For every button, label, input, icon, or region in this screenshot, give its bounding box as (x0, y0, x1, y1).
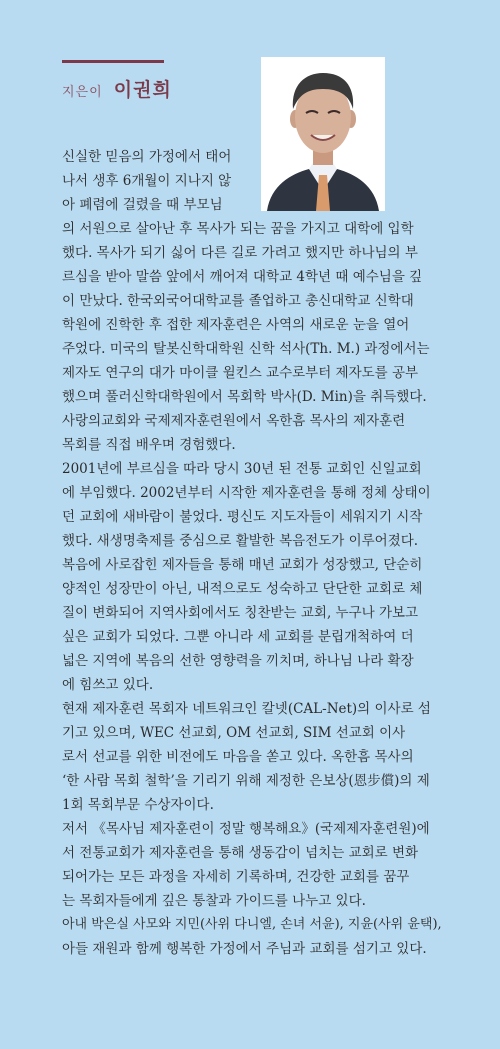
bio-line: 학원에 진학한 후 접한 제자훈련은 사역의 새로운 눈을 열어 (62, 317, 410, 333)
bio-line: 했다. 목사가 되기 싫어 다른 길로 가려고 했지만 하나님의 부 (62, 245, 418, 261)
bio-line: 이 만났다. 한국외국어대학교를 졸업하고 총신대학교 신학대 (62, 293, 414, 309)
bio-line: 주었다. 미국의 탈봇신학대학원 신학 석사(Th. M.) 과정에서는 (62, 341, 430, 357)
bio-line: 했으며 풀러신학대학원에서 목회학 박사(D. Min)을 취득했다. (62, 389, 427, 405)
bio-line: 던 교회에 새바람이 불었다. 평신도 지도자들이 세워지기 시작 (62, 509, 423, 525)
bio-line: 서 전통교회가 제자훈련을 통해 생동감이 넘치는 교회로 변화 (62, 845, 419, 861)
bio-line: 질이 변화되어 지역사회에서도 칭찬받는 교회, 누구나 가보고 (62, 605, 419, 621)
bio-line: 의 서원으로 살아난 후 목사가 되는 꿈을 가지고 대학에 입학 (62, 221, 414, 237)
author-byline (62, 75, 172, 102)
bio-line: 넓은 지역에 복음의 선한 영향력을 끼치며, 하나님 나라 확장 (62, 653, 414, 669)
bio-line: ‘한 사람 목회 철학’을 기리기 위해 제정한 은보상(恩步償)의 제 (62, 773, 430, 789)
author-name: 이권희 (113, 79, 172, 101)
bio-line: 아 폐렴에 걸렸을 때 부모님 (62, 197, 223, 213)
bio-line: 양적인 성장만이 아닌, 내적으로도 성숙하고 단단한 교회로 체 (62, 581, 423, 597)
header-rule (62, 60, 164, 63)
bio-line: 는 목회자들에게 깊은 통찰과 가이드를 나누고 있다. (62, 893, 366, 909)
bio-line: 르심을 받아 말씀 앞에서 깨어져 대학교 4학년 때 예수님을 깊 (62, 269, 423, 285)
bio-line: 로서 선교를 위한 비전에도 마음을 쏟고 있다. 옥한흠 목사의 (62, 749, 414, 765)
bio-line: 복음에 사로잡힌 제자들을 통해 매년 교회가 성장했고, 단순히 (62, 557, 423, 573)
bio-line: 아들 재원과 함께 행복한 가정에서 주님과 교회를 섬기고 있다. (62, 941, 427, 957)
author-role: 지은이 (62, 85, 103, 100)
bio-line: 나서 생후 6개월이 지나지 않 (62, 173, 232, 189)
bio-line: 했다. 새생명축제를 중심으로 활발한 복음전도가 이루어졌다. (62, 533, 419, 549)
bio-line: 현재 제자훈련 목회자 네트워크인 칼넷(CAL-Net)의 이사로 섬 (62, 701, 431, 717)
bio-line: 에 힘쓰고 있다. (62, 677, 154, 693)
author-biography (62, 145, 444, 961)
bio-line: 사랑의교회와 국제제자훈련원에서 옥한흠 목사의 제자훈련 (62, 413, 406, 429)
bio-line: 신실한 믿음의 가정에서 태어 (62, 149, 232, 165)
bio-line: 되어가는 모든 과정을 자세히 기록하며, 건강한 교회를 꿈꾸 (62, 869, 410, 885)
bio-line: 기고 있으며, WEC 선교회, OM 선교회, SIM 선교회 이사 (62, 725, 406, 741)
bio-line: 2001년에 부르심을 따라 당시 30년 된 전통 교회인 신일교회 (62, 461, 422, 477)
bio-line: 에 부임했다. 2002년부터 시작한 제자훈련을 통해 정체 상태이 (62, 485, 431, 501)
bio-line: 아내 박은실 사모와 지민(사위 다니엘, 손녀 서윤), 지윤(사위 윤택), (62, 917, 442, 932)
bio-line: 저서 《목사님 제자훈련이 정말 행복해요》(국제제자훈련원)에 (62, 821, 430, 837)
bio-line: 제자도 연구의 대가 마이클 윌킨스 교수로부터 제자도를 공부 (62, 365, 419, 381)
bio-line: 목회를 직접 배우며 경험했다. (62, 437, 236, 453)
bio-line: 1회 목회부문 수상자이다. (62, 797, 214, 813)
bio-line: 싶은 교회가 되었다. 그뿐 아니라 세 교회를 분립개척하여 더 (62, 629, 414, 645)
